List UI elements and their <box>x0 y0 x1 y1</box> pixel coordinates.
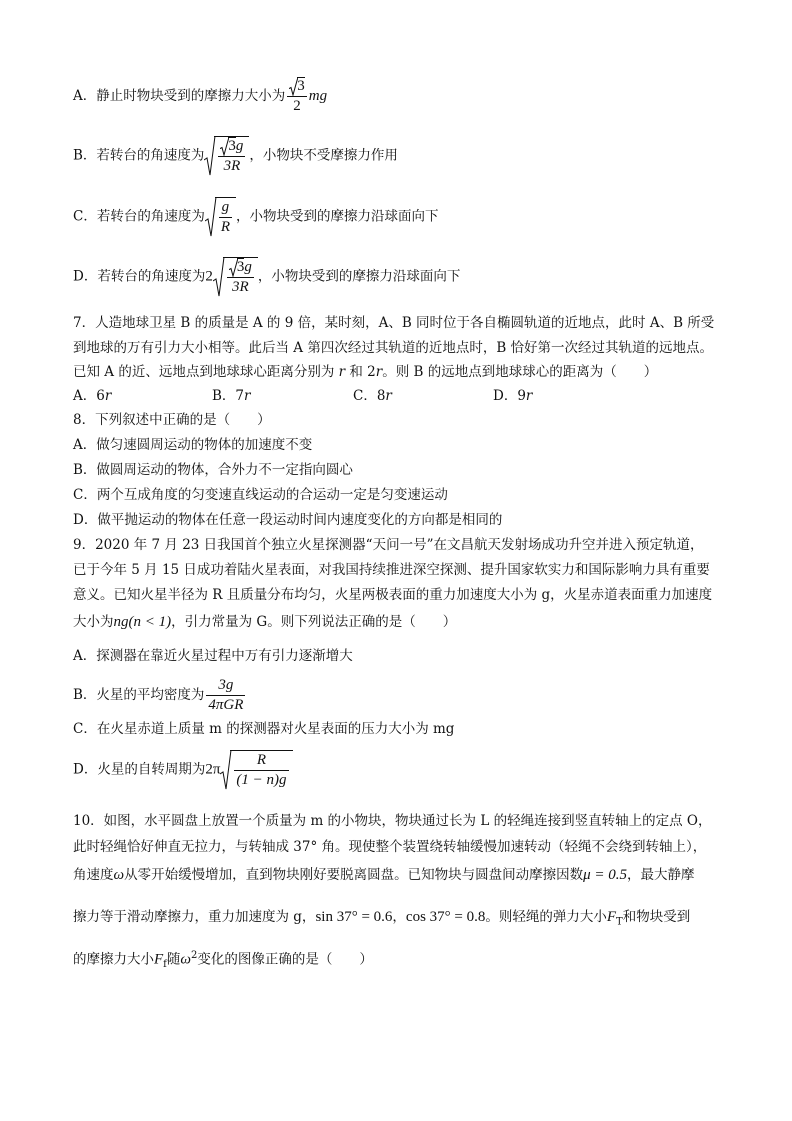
q7-option-b <box>212 386 250 406</box>
q7-r2: r <box>375 364 383 380</box>
q7-l3a: 已知 A 的近、远地点到地球球心距离分别为 <box>73 364 339 380</box>
q9-b-text: B．火星的平均密度为 <box>73 687 205 703</box>
q6-d-root: 3 <box>236 259 245 275</box>
q9-line-3: 意义。已知火星半径为 R 且质量分布均匀，火星两极表面的重力加速度大小为 g，火星赤道表面重力加速度 <box>73 587 713 603</box>
q6-d-den: 3R <box>231 279 249 295</box>
q6-d-suffix: ，小物块受到的摩擦力沿球面向下 <box>257 268 461 285</box>
q10-omega2: ω <box>180 951 191 968</box>
q10-l3c: ，最大静摩 <box>627 867 695 883</box>
q6-c-suffix: ，小物块受到的摩擦力沿球面向下 <box>236 208 439 225</box>
q10-l5b: 随 <box>166 951 181 968</box>
q9-d-sqrt <box>220 750 292 790</box>
q10-l4b: ， <box>392 909 406 925</box>
q9-b-fraction <box>206 676 245 715</box>
q9-d-text: D．火星的自转周期为 <box>73 761 206 778</box>
q6-a-num: 3 <box>297 78 305 94</box>
q10-ft-sub: T <box>616 916 623 928</box>
q10-mu: μ = 0.5 <box>583 867 627 883</box>
q9-option-c: C．在火星赤道上质量 m 的探测器对火星表面的压力大小为 mg <box>73 721 455 737</box>
q10-line-3 <box>73 865 695 885</box>
q6-c-den: R <box>220 219 231 235</box>
q6-b-root: 3 <box>228 138 236 154</box>
q10-cos: cos 37° = 0.8 <box>405 909 486 925</box>
q10-l4a: 擦力等于滑动摩擦力，重力加速度为 g， <box>73 909 316 925</box>
q6-a-text: A．静止时物块受到的摩擦力大小为 <box>73 88 286 104</box>
q10-sin: sin 37° = 0.6 <box>315 909 393 925</box>
q10-line-4 <box>73 907 690 933</box>
q10-omega-sup: 2 <box>190 950 198 961</box>
q8-option-d: D．做平抛运动的物体在任意一段运动时间内速度变化的方向都是相同的 <box>73 512 503 528</box>
q6-d-coef: 2 <box>205 268 213 285</box>
q6-b-text: B．若转台的角速度为 <box>73 147 205 164</box>
q9-d-num: R <box>234 751 288 771</box>
q10-l4c: 。则轻绳的弹力大小 <box>485 909 607 925</box>
q6-d-g: g <box>244 259 252 275</box>
q8-option-c: C．两个互成角度的匀变速直线运动的合运动一定是匀变速运动 <box>73 487 448 503</box>
q10-ff-sub: f <box>163 959 167 971</box>
q7-b-label: B．7 <box>212 388 245 404</box>
q7-line-3 <box>73 362 657 382</box>
q8-option-a: A．做匀速圆周运动的物体的加速度不变 <box>73 437 313 453</box>
q10-line-5 <box>73 946 373 975</box>
q9-b-den: 4πGR <box>208 697 244 713</box>
q10-l5c: 变化的图像正确的是（ ） <box>197 951 373 968</box>
q7-option-d <box>493 386 532 406</box>
q6-b-den: 3R <box>223 158 241 174</box>
q7-line-2: 到地球的万有引力大小相等。此后当 A 第四次经过其轨道的近地点时，B 恰好第一次经过其轨道的远地点。 <box>73 340 714 356</box>
q7-l3c: 。则 B 的远地点到地球球心的距离为（ ） <box>382 364 658 380</box>
q9-line-2: 已于今年 5 月 15 日成功着陆火星表面，对我国持续推进深空探测、提升国家软实力和国际影响力具有重要 <box>73 562 710 578</box>
q10-ft: F <box>606 909 617 925</box>
q6-c-num: g <box>219 198 232 218</box>
q10-l3b: 从零开始缓慢增加，直到物块刚好要脱离圆盘。已知物块与圆盘间动摩擦因数 <box>124 867 584 883</box>
q7-d-label: D．9 <box>493 388 526 404</box>
q9-l4b: ，引力常量为 G。则下列说法正确的是（ ） <box>171 614 457 630</box>
q10-line-1: 10．如图，水平圆盘上放置一个质量为 m 的小物块，物块通过长为 L 的轻绳连接到竖直转轴上的定点 O， <box>73 813 712 829</box>
q7-b-unit: r <box>244 388 251 404</box>
q6-a-fraction <box>287 77 307 116</box>
q7-line-1: 7．人造地球卫星 B 的质量是 A 的 9 倍，某时刻，A、B 同时位于各自椭圆轨道的近地点，此时 A、B 所受 <box>73 315 715 331</box>
q6-option-b <box>73 136 398 176</box>
q9-d-coef: 2π <box>205 761 221 778</box>
q7-r: r <box>338 364 346 380</box>
q7-a-unit: r <box>104 388 112 404</box>
q6-b-g: g <box>235 138 244 154</box>
q9-option-a: A．探测器在靠近火星过程中万有引力逐渐增大 <box>73 648 353 664</box>
q9-d-den: (1 − n)g <box>236 772 287 788</box>
q7-a-label: A．6 <box>73 388 105 404</box>
q10-line-2: 此时轻绳恰好伸直无拉力，与转轴成 37° 角。现使整个装置绕转轴缓慢加速转动（轻绳不会绕到转轴上）， <box>73 839 707 855</box>
q7-option-a <box>73 386 111 406</box>
q6-d-sqrt <box>213 257 258 297</box>
q9-l4-math: ng(n < 1) <box>113 614 172 630</box>
q6-a-suffix: mg <box>308 88 328 104</box>
q7-d-unit: r <box>525 388 533 404</box>
q9-l4a: 大小为 <box>73 614 114 630</box>
q6-d-text: D．若转台的角速度为 <box>73 268 206 285</box>
q9-b-num: 3g <box>206 676 245 696</box>
q6-option-a <box>73 77 327 116</box>
q6-b-suffix: ，小物块不受摩擦力作用 <box>249 147 398 164</box>
q10-l3a: 角速度 <box>73 867 114 883</box>
q7-c-label: C．8 <box>353 388 386 404</box>
q10-l5a: 的摩擦力大小 <box>73 951 154 968</box>
q10-ff: F <box>154 951 164 968</box>
q6-a-den: 2 <box>293 98 301 114</box>
q7-l3b: 和 2 <box>345 364 376 380</box>
q8-option-b: B．做圆周运动的物体，合外力不一定指向圆心 <box>73 462 353 478</box>
q7-c-unit: r <box>385 388 392 404</box>
q6-b-sqrt <box>204 136 249 176</box>
q9-line-1: 9．2020 年 7 月 23 日我国首个独立火星探测器“天问一号”在文昌航天发射场成功升空并进入预定轨道， <box>73 537 704 553</box>
q9-option-d <box>73 750 293 790</box>
q6-option-c <box>73 197 439 237</box>
q6-c-text: C．若转台的角速度为 <box>73 208 205 225</box>
q9-line-4 <box>73 612 456 632</box>
q9-option-b <box>73 676 247 715</box>
q7-option-c <box>353 386 392 406</box>
q10-l4d: 和物块受到 <box>622 909 691 925</box>
q10-omega: ω <box>113 867 125 883</box>
q8-stem: 8．下列叙述中正确的是（ ） <box>73 412 271 428</box>
q6-c-sqrt <box>205 197 236 237</box>
q6-option-d <box>73 257 460 297</box>
